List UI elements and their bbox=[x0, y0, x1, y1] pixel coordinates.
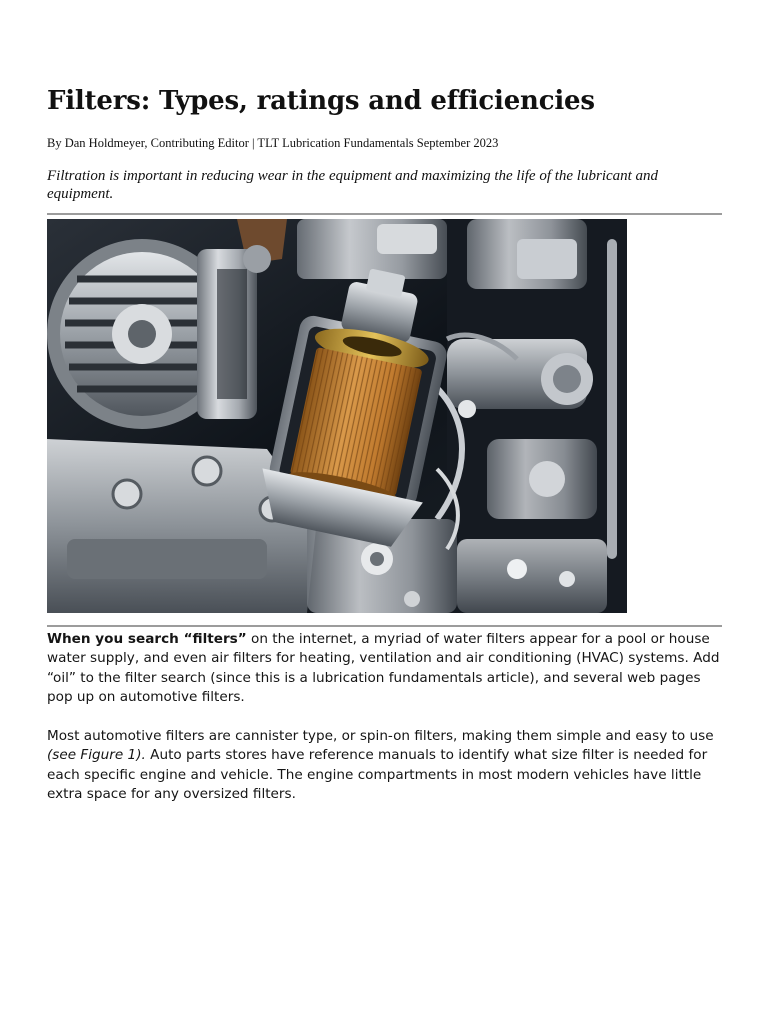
paragraph-2-before: Most automotive filters are cannister type, or spin-on filters, making them simple and easy to use bbox=[47, 728, 714, 744]
figure-reference: (see Figure 1). bbox=[47, 747, 146, 764]
article-title: Filters: Types, ratings and efficiencies bbox=[47, 86, 595, 116]
paragraph-2-after: Auto parts stores have reference manuals to identify what size filter is needed for each specific engine and vehicle. The engine compartments in most modern vehicles have little extra space for any oversized filters. bbox=[47, 747, 708, 803]
divider-top bbox=[47, 213, 722, 215]
divider-bottom bbox=[47, 625, 722, 627]
engine-illustration bbox=[47, 219, 627, 613]
article-paragraph-2 bbox=[47, 727, 727, 805]
engine-oil-filter-photo bbox=[47, 219, 627, 613]
paragraph-1-text: on the internet, a myriad of water filters appear for a pool or house water supply, and even air filters for heating, ventilation and air conditioning (HVAC) systems. Add “oil” to the filter search (since this is a lubrication fundamentals article), and several web pages pop up on automotive filters. bbox=[47, 631, 720, 706]
article-paragraph-1 bbox=[47, 630, 727, 708]
article-byline: By Dan Holdmeyer, Contributing Editor | TLT Lubrication Fundamentals September 2023 bbox=[47, 136, 499, 150]
article-dek: Filtration is important in reducing wear in the equipment and maximizing the life of the lubricant and equipment. bbox=[47, 168, 659, 202]
paragraph-1-lead: When you search “filters” bbox=[47, 631, 247, 647]
